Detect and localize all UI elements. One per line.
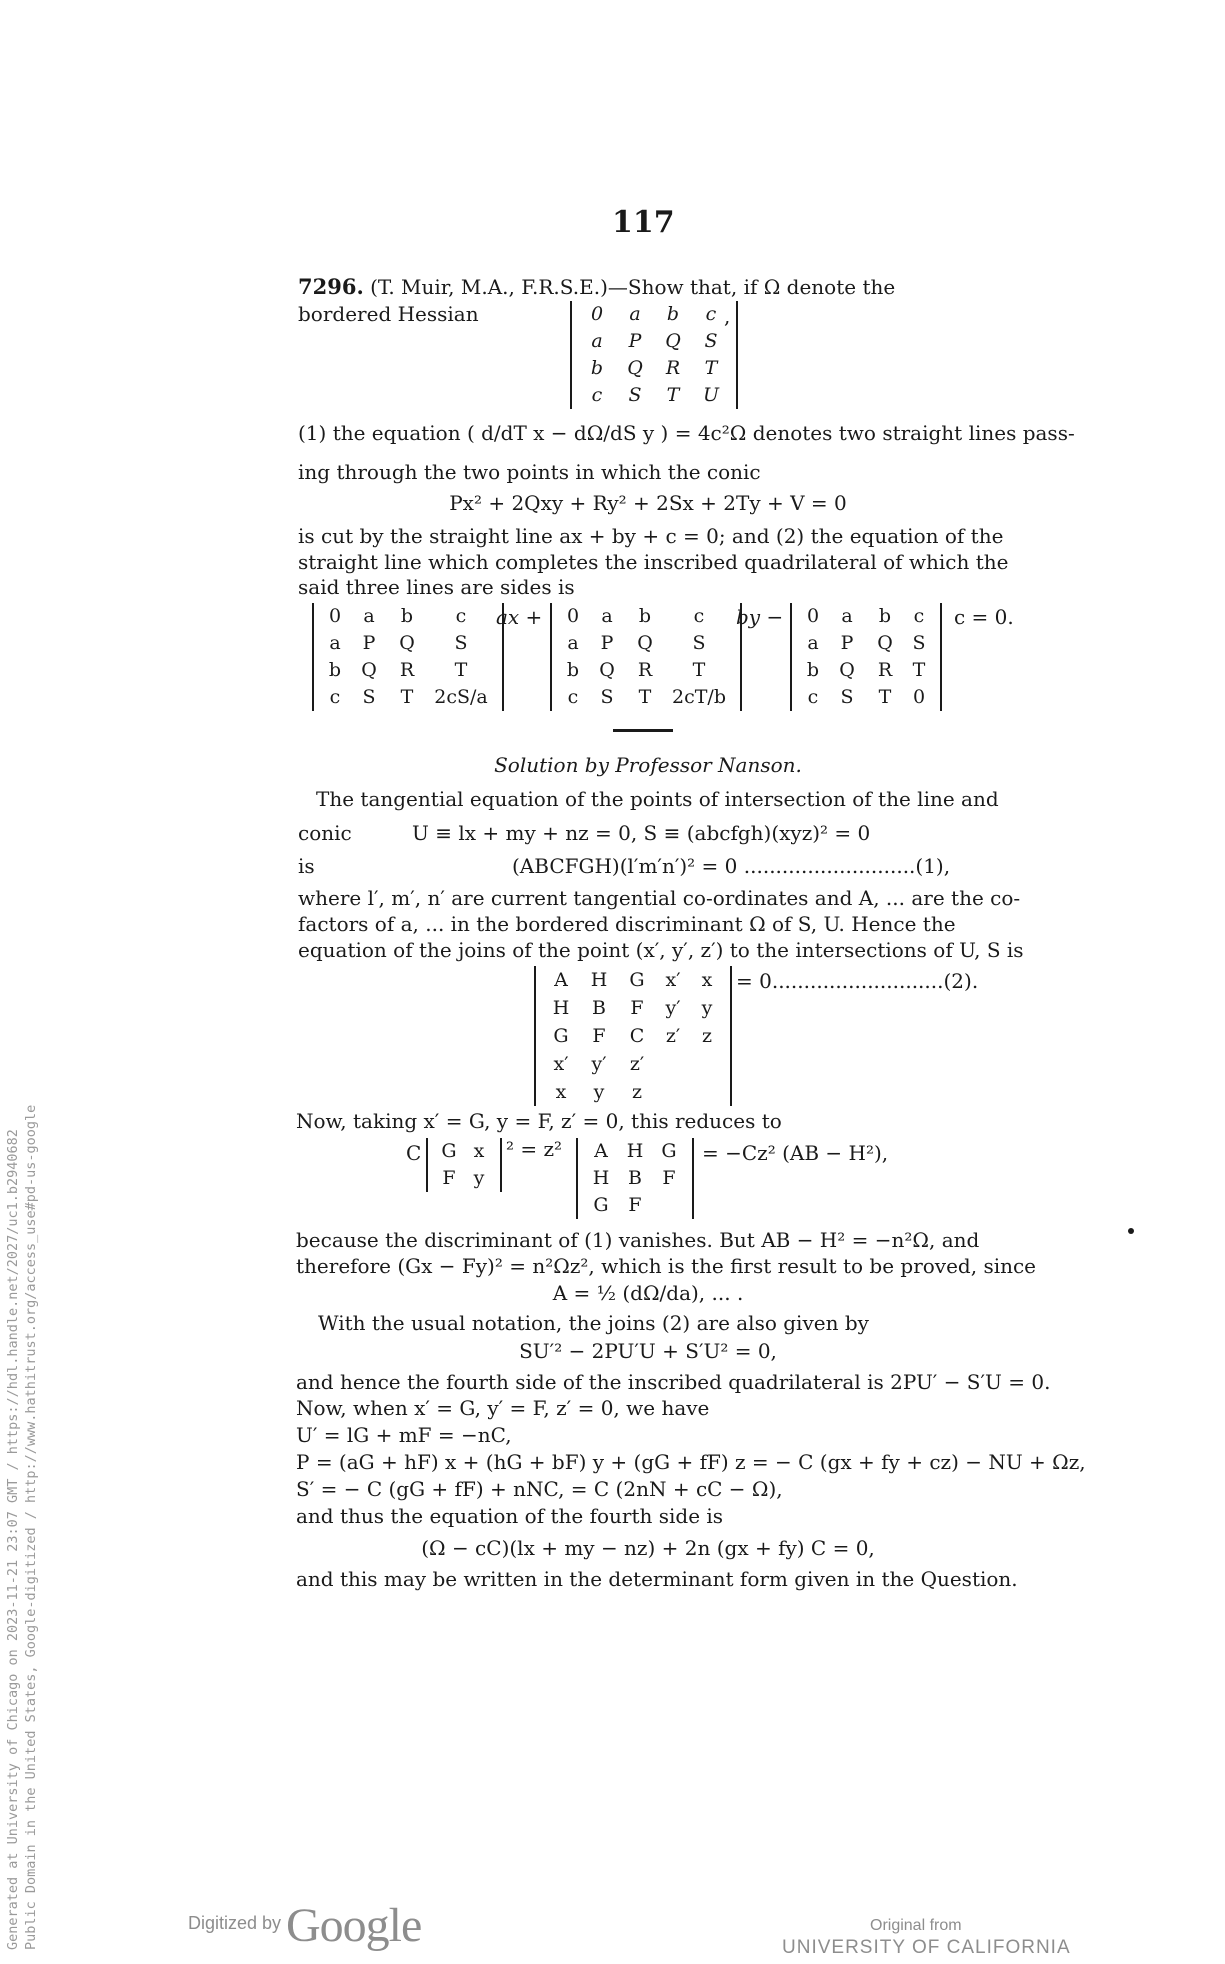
solution-line-13: and hence the fourth side of the inscribed quadrilateral is 2PU′ − S′U = 0. xyxy=(296,1370,1051,1394)
joins-determinant-cell: x xyxy=(555,1081,567,1103)
question-line-1 xyxy=(298,274,895,300)
hessian-cell: P xyxy=(628,330,642,352)
question-line-2: bordered Hessian xyxy=(298,302,479,326)
joins-determinant-cell: y′ xyxy=(591,1053,607,1075)
determinant-2-cell: T xyxy=(638,686,652,708)
determinant-3-cell: a xyxy=(807,632,819,654)
solution-line-5: factors of a, ... in the bordered discriminant Ω of S, U. Hence the xyxy=(298,912,956,936)
hessian-cell: a xyxy=(591,330,603,352)
solution-line-11: With the usual notation, the joins (2) are also given by xyxy=(318,1311,869,1335)
determinant-2-cell: a xyxy=(601,605,613,627)
hessian-cell: Q xyxy=(665,330,681,352)
joins-determinant-cell: x xyxy=(701,969,713,991)
watermark-line-1: Generated at University of Chicago on 2023-11-21 23:07 GMT / https://hdl.handle.net/2027/uc1.b2940682 xyxy=(5,1129,21,1950)
stray-dot xyxy=(1128,1228,1134,1234)
hessian-cell: b xyxy=(666,303,680,325)
determinant-3-cell: Q xyxy=(877,632,893,654)
hessian-cell: T xyxy=(666,384,680,406)
solution-line-20: and this may be written in the determinant form given in the Question. xyxy=(296,1567,1018,1591)
reduction-large-cell: G xyxy=(661,1140,677,1162)
joins-determinant-cell: B xyxy=(592,997,606,1019)
solution-line-6: equation of the joins of the point (x′, y′, z′) to the intersections of U, S is xyxy=(298,938,1024,962)
determinant-3-cell: P xyxy=(840,632,854,654)
solution-heading: Solution by Professor Nanson. xyxy=(494,753,802,777)
question-number: 7296. xyxy=(298,274,364,299)
part1-line-2: ing through the two points in which the conic xyxy=(298,460,761,484)
determinant-3-cell: b xyxy=(806,659,820,681)
determinant-1-cell: S xyxy=(362,686,376,708)
solution-line-8: because the discriminant of (1) vanishes. But AB − H² = −n²Ω, and xyxy=(296,1228,980,1252)
reduction-small-cell: x xyxy=(473,1140,485,1162)
hessian-cell: a xyxy=(629,303,641,325)
solution-line-1: The tangential equation of the points of intersection of the line and xyxy=(316,787,999,811)
page-number: 117 xyxy=(612,205,675,240)
solution-line-17: S′ = − C (gG + fF) + nNC, = C (2nN + cC − Ω), xyxy=(296,1477,783,1501)
determinant-1-cell: 2cS/a xyxy=(434,686,488,708)
reduction-large-cell: A xyxy=(594,1140,608,1162)
determinant-1-cell: Q xyxy=(361,659,377,681)
joins-determinant-cell xyxy=(656,1078,690,1106)
university-label: UNIVERSITY OF CALIFORNIA xyxy=(782,1937,1071,1958)
joins-determinant-cell: z xyxy=(631,1081,642,1103)
solution-line-7: Now, taking x′ = G, y = F, z′ = 0, this reduces to xyxy=(296,1109,782,1133)
joins-determinant-cell: G xyxy=(629,969,645,991)
solution-line-3-label: is xyxy=(298,854,315,878)
joins-determinant-cell: C xyxy=(629,1025,645,1047)
joins-determinant-cell: x′ xyxy=(665,969,681,991)
determinant-1-cell: a xyxy=(329,632,341,654)
reduction-determinant-large xyxy=(576,1138,694,1219)
determinant-3-cell: c xyxy=(913,605,925,627)
determinant-3-cell: 0 xyxy=(806,605,820,627)
determinant-3-cell: a xyxy=(841,605,853,627)
determinant-2-cell: Q xyxy=(599,659,615,681)
determinant-2 xyxy=(550,603,742,711)
reduction-small-cell: F xyxy=(442,1167,456,1189)
solution-line-2-equation: U ≡ lx + my + nz = 0, S ≡ (abcfgh)(xyz)² = 0 xyxy=(412,821,871,845)
determinant-2-cell: S xyxy=(600,686,614,708)
original-from-label: Original from xyxy=(870,1917,962,1934)
determinant-3-cell: 0 xyxy=(912,686,926,708)
hessian-comma: , xyxy=(724,304,731,328)
determinant-2-cell: Q xyxy=(637,632,653,654)
hessian-cell: S xyxy=(628,384,642,406)
determinant-3-cell: T xyxy=(912,659,926,681)
joins-determinant-cell: x′ xyxy=(553,1053,569,1075)
reduction-large-cell: B xyxy=(628,1167,642,1189)
hessian-cell: T xyxy=(704,357,718,379)
hessian-cell: b xyxy=(590,357,604,379)
hessian-cell: c xyxy=(591,384,603,406)
reduction-result: = −Cz² (AB − H²), xyxy=(702,1141,889,1165)
joins-determinant-cell: y xyxy=(701,997,713,1019)
determinant-2-cell: b xyxy=(566,659,580,681)
joins-determinant-cell: y xyxy=(593,1081,605,1103)
determinant-3 xyxy=(790,603,942,711)
hessian-cell: 0 xyxy=(590,303,604,325)
determinant-2-cell: S xyxy=(692,632,706,654)
reduction-c: C xyxy=(406,1141,422,1165)
determinant-3-cell: T xyxy=(878,686,892,708)
solution-line-19: (Ω − cC)(lx + my − nz) + 2n (gx + fy) C = 0, xyxy=(421,1536,875,1560)
determinant-3-cell: R xyxy=(877,659,893,681)
conic-equation: Px² + 2Qxy + Ry² + 2Sx + 2Ty + V = 0 xyxy=(449,491,847,515)
determinant-1-cell: 0 xyxy=(328,605,342,627)
hessian-cell: R xyxy=(665,357,681,379)
determinant-1-cell: S xyxy=(454,632,468,654)
determinant-1-cell: b xyxy=(400,605,414,627)
determinant-3-cell: Q xyxy=(839,659,855,681)
google-logo: Google xyxy=(286,1899,422,1952)
hessian-cell: Q xyxy=(627,357,643,379)
determinant-2-cell: P xyxy=(600,632,614,654)
joins-determinant-cell: H xyxy=(590,969,608,991)
joins-determinant-cell: y′ xyxy=(665,997,681,1019)
determinant-3-suffix: c = 0. xyxy=(954,605,1014,629)
solution-line-4: where l′, m′, n′ are current tangential co-ordinates and A, ... are the co- xyxy=(298,886,1021,910)
solution-line-14: Now, when x′ = G, y′ = F, z′ = 0, we have xyxy=(296,1396,710,1420)
determinant-2-suffix: by − xyxy=(736,605,784,629)
hessian-cell: U xyxy=(702,384,719,406)
part2-line-1: is cut by the straight line ax + by + c = 0; and (2) the equation of the xyxy=(298,524,1004,548)
digitized-by-label: Digitized by xyxy=(188,1913,282,1933)
determinant-1-cell: T xyxy=(400,686,414,708)
determinant-3-cell: b xyxy=(878,605,892,627)
joins-determinant xyxy=(534,966,732,1106)
reduction-large-cell: H xyxy=(592,1167,610,1189)
hessian-cell: S xyxy=(704,330,718,352)
determinant-1-cell: a xyxy=(363,605,375,627)
joins-determinant-cell xyxy=(656,1050,690,1078)
watermark-line-2: Public Domain in the United States, Google-digitized / http://www.hathitrust.org/access_use#pd-us-google xyxy=(23,1104,39,1950)
determinant-3-cell: c xyxy=(807,686,819,708)
solution-line-15: U′ = lG + mF = −nC, xyxy=(296,1423,512,1447)
reduction-large-cell: G xyxy=(593,1194,609,1216)
determinant-1-cell: R xyxy=(399,659,415,681)
determinant-1-cell: Q xyxy=(399,632,415,654)
determinant-1-cell: P xyxy=(362,632,376,654)
joins-determinant-cell: G xyxy=(553,1025,569,1047)
solution-line-3-equation: (ABCFGH)(l′m′n′)² = 0 ...........................(1), xyxy=(512,854,951,878)
joins-determinant-cell: z′ xyxy=(665,1025,681,1047)
reduction-middle: ² = z² xyxy=(506,1137,563,1161)
solution-line-16: P = (aG + hF) x + (hG + bF) y + (gG + fF) z = − C (gx + fy + cz) − NU + Ωz, xyxy=(296,1450,1086,1474)
solution-line-9: therefore (Gx − Fy)² = n²Ωz², which is the first result to be proved, since xyxy=(296,1254,1037,1278)
reduction-large-cell: H xyxy=(626,1140,644,1162)
joins-determinant-cell: F xyxy=(630,997,644,1019)
solution-line-12: SU′² − 2PU′U + S′U² = 0, xyxy=(519,1339,777,1363)
determinant-2-cell: 2cT/b xyxy=(672,686,726,708)
solution-line-18: and thus the equation of the fourth side is xyxy=(296,1504,724,1528)
determinant-2-cell: c xyxy=(567,686,579,708)
joins-determinant-cell: z xyxy=(701,1025,712,1047)
question-author-text: (T. Muir, M.A., F.R.S.E.)—Show that, if Ω denote the xyxy=(370,275,896,299)
determinant-1-cell: b xyxy=(328,659,342,681)
determinant-1-cell: c xyxy=(329,686,341,708)
reduction-small-cell: G xyxy=(441,1140,457,1162)
determinant-2-cell: T xyxy=(692,659,706,681)
joins-determinant-cell: z′ xyxy=(629,1053,645,1075)
bordered-hessian-determinant xyxy=(570,301,738,409)
determinant-3-cell: S xyxy=(912,632,926,654)
section-divider xyxy=(613,729,673,732)
part2-line-2: straight line which completes the inscribed quadrilateral of which the xyxy=(298,550,1009,574)
reduction-large-cell: F xyxy=(628,1194,642,1216)
solution-line-2-label: conic xyxy=(298,821,352,845)
reduction-large-cell: F xyxy=(662,1167,676,1189)
reduction-small-cell: y xyxy=(473,1167,485,1189)
reduction-determinant-small xyxy=(426,1138,502,1192)
joins-determinant-cell xyxy=(690,1050,724,1078)
part1-line-1: (1) the equation ( d/dT x − dΩ/dS y ) = 4c²Ω denotes two straight lines pass- xyxy=(298,421,1075,445)
determinant-2-cell: c xyxy=(693,605,705,627)
joins-determinant-cell: H xyxy=(552,997,570,1019)
determinant-1-cell: T xyxy=(454,659,468,681)
joins-determinant-cell: A xyxy=(554,969,568,991)
part2-line-3: said three lines are sides is xyxy=(298,575,575,599)
determinant-2-cell: b xyxy=(638,605,652,627)
reduction-large-cell xyxy=(652,1192,686,1219)
hathitrust-watermark xyxy=(4,1105,40,1950)
joins-determinant-cell: F xyxy=(592,1025,606,1047)
determinant-1 xyxy=(312,603,504,711)
determinant-2-cell: R xyxy=(637,659,653,681)
determinant-1-suffix: ax + xyxy=(496,605,543,629)
solution-line-10: A = ½ (dΩ/da), ... . xyxy=(552,1281,744,1305)
determinant-1-cell: c xyxy=(455,605,467,627)
determinant-2-cell: a xyxy=(567,632,579,654)
joins-determinant-cell xyxy=(690,1078,724,1106)
determinant-3-cell: S xyxy=(840,686,854,708)
joins-determinant-suffix: = 0...........................(2). xyxy=(736,969,979,993)
determinant-2-cell: 0 xyxy=(566,605,580,627)
hessian-cell: c xyxy=(705,303,717,325)
